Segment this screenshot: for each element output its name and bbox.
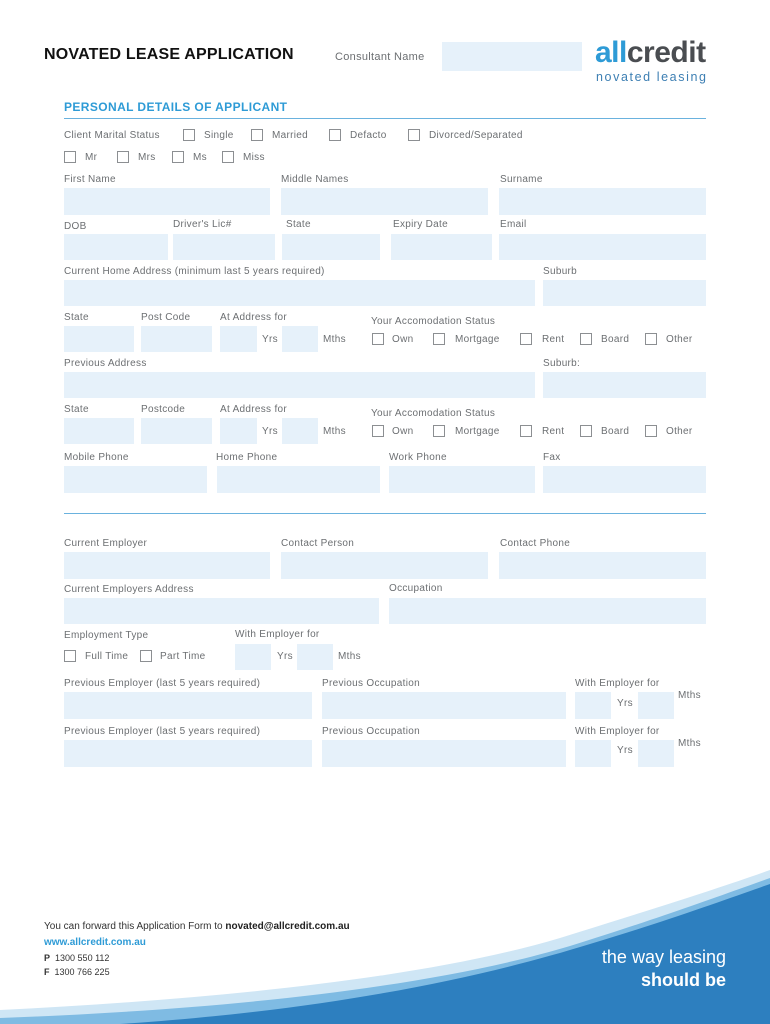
dob-label: DOB [64,221,87,232]
contact-person-label: Contact Person [281,538,355,549]
fax-line [44,967,110,977]
title-mrs-label: Mrs [138,152,156,163]
employer-yrs-label: Yrs [277,651,293,662]
contact-person-field[interactable] [281,552,488,579]
previous-employer-label-2: Previous Employer (last 5 years required) [64,726,261,737]
previous-employer-label-1: Previous Employer (last 5 years required) [64,678,261,689]
employment-type-label: Employment Type [64,630,149,641]
with-employer-label: With Employer for [235,629,320,640]
checkbox-single[interactable] [183,129,195,141]
checkbox-defacto[interactable] [329,129,341,141]
accom-mortgage-label-2: Mortgage [455,426,500,437]
prev-employer-months-field-1[interactable] [638,692,674,719]
middle-names-label: Middle Names [281,174,349,185]
tagline-line1: the way leasing [601,947,726,967]
previous-occupation-label-1: Previous Occupation [322,678,420,689]
forward-text: You can forward this Application Form to [44,921,226,932]
title-miss-label: Miss [243,152,265,163]
title-ms-label: Ms [193,152,207,163]
option-single-label: Single [204,130,234,141]
work-phone-field[interactable] [389,466,535,493]
previous-occupation-label-2: Previous Occupation [322,726,420,737]
contact-phone-field[interactable] [499,552,706,579]
prev-yrs-label-1: Yrs [617,698,633,709]
address-years-field[interactable] [220,326,257,352]
post-code-field[interactable] [141,326,212,352]
prev-employer-years-field-2[interactable] [575,740,611,767]
checkbox-mortgage-2[interactable] [433,425,445,437]
consultant-name-field[interactable] [442,42,582,71]
previous-address-label: Previous Address [64,358,147,369]
drivers-lic-label: Driver's Lic# [173,219,232,230]
state-field[interactable] [282,234,380,260]
previous-occupation-field-1[interactable] [322,692,566,719]
suburb-field[interactable] [543,280,706,306]
form-title: NOVATED LEASE APPLICATION [44,46,294,63]
fax-field[interactable] [543,466,706,493]
fax-label: Fax [543,452,561,463]
mobile-phone-field[interactable] [64,466,207,493]
employer-years-field[interactable] [235,644,271,670]
state-label-3: State [64,404,89,415]
yrs-label-2: Yrs [262,426,278,437]
allcredit-logo [595,36,706,70]
checkbox-rent[interactable] [520,333,532,345]
checkbox-other[interactable] [645,333,657,345]
at-address-label: At Address for [220,312,288,323]
expiry-date-field[interactable] [391,234,492,260]
work-phone-label: Work Phone [389,452,447,463]
prev-employer-months-field-2[interactable] [638,740,674,767]
option-defacto-label: Defacto [350,130,387,141]
prev-yrs-label-2: Yrs [617,745,633,756]
current-address-label: Current Home Address (minimum last 5 years required) [64,266,325,277]
logo-subtitle: novated leasing [596,70,708,84]
mths-label-2: Mths [323,426,346,437]
occupation-label: Occupation [389,583,443,594]
tagline-line2: should be [641,970,726,990]
surname-label: Surname [500,174,543,185]
previous-address-field[interactable] [64,372,535,398]
current-employer-field[interactable] [64,552,270,579]
fax-letter: F [44,967,50,977]
checkbox-mortgage[interactable] [433,333,445,345]
employer-mths-label: Mths [338,651,361,662]
prev-with-employer-label-2: With Employer for [575,726,660,737]
postcode-field[interactable] [141,418,212,444]
section-rule [64,118,706,119]
checkbox-board-2[interactable] [580,425,592,437]
title-mr-label: Mr [85,152,98,163]
checkbox-married[interactable] [251,129,263,141]
first-name-label: First Name [64,174,116,185]
marital-status-label: Client Marital Status [64,130,160,141]
prev-with-employer-label-1: With Employer for [575,678,660,689]
previous-employer-field-1[interactable] [64,692,312,719]
previous-employer-field-2[interactable] [64,740,312,767]
state-field-3[interactable] [64,418,134,444]
logo-part1: all [595,36,627,69]
middle-names-field[interactable] [281,188,488,215]
prev-mths-label-2: Mths [678,738,701,749]
accom-other-label-2: Other [666,426,693,437]
contact-phone-label: Contact Phone [500,538,571,549]
accom-mortgage-label: Mortgage [455,334,500,345]
checkbox-own-2[interactable] [372,425,384,437]
prev-address-months-field[interactable] [282,418,318,444]
accom-rent-label: Rent [542,334,565,345]
accom-other-label: Other [666,334,693,345]
state-label-2: State [64,312,89,323]
forward-instruction [44,921,350,932]
expiry-date-label: Expiry Date [393,219,448,230]
suburb-label: Suburb [543,266,578,277]
checkbox-other-2[interactable] [645,425,657,437]
suburb-prev-field[interactable] [543,372,706,398]
prev-employer-years-field-1[interactable] [575,692,611,719]
home-phone-label: Home Phone [216,452,278,463]
part-time-label: Part Time [160,651,206,662]
current-address-field[interactable] [64,280,535,306]
checkbox-part-time[interactable] [140,650,152,662]
checkbox-own[interactable] [372,333,384,345]
post-code-label: Post Code [141,312,191,323]
option-divorced-label: Divorced/Separated [429,130,523,141]
fax-number: 1300 766 225 [54,967,110,977]
option-married-label: Married [272,130,308,141]
postcode-label: Postcode [141,404,186,415]
checkbox-rent-2[interactable] [520,425,532,437]
accom-status-label-2: Your Accomodation Status [371,408,496,419]
checkbox-ms[interactable] [172,151,184,163]
logo-part2: credit [626,36,706,69]
drivers-lic-field[interactable] [173,234,275,260]
dob-field[interactable] [64,234,168,260]
occupation-field[interactable] [389,598,706,624]
current-employer-label: Current Employer [64,538,148,549]
employer-months-field[interactable] [297,644,333,670]
accom-status-label: Your Accomodation Status [371,316,496,327]
accom-board-label: Board [601,334,630,345]
phone-line [44,953,109,963]
employers-address-label: Current Employers Address [64,584,194,595]
home-phone-field[interactable] [217,466,380,493]
consultant-name-label: Consultant Name [335,51,425,63]
checkbox-board[interactable] [580,333,592,345]
first-name-field[interactable] [64,188,270,215]
mobile-phone-label: Mobile Phone [64,452,129,463]
state-label: State [286,219,311,230]
checkbox-divorced[interactable] [408,129,420,141]
phone-number: 1300 550 112 [55,953,110,963]
phone-letter: P [44,953,51,963]
accom-own-label-2: Own [392,426,414,437]
full-time-label: Full Time [85,651,129,662]
checkbox-mrs[interactable] [117,151,129,163]
state-field-2[interactable] [64,326,134,352]
personal-details-heading: PERSONAL DETAILS OF APPLICANT [64,100,288,114]
checkbox-miss[interactable] [222,151,234,163]
mths-label: Mths [323,334,346,345]
email-field[interactable] [499,234,706,260]
employment-divider [64,513,706,514]
forward-email-link[interactable]: novated@allcredit.com.au [225,921,350,932]
accom-rent-label-2: Rent [542,426,565,437]
previous-occupation-field-2[interactable] [322,740,566,767]
yrs-label: Yrs [262,334,278,345]
prev-address-years-field[interactable] [220,418,257,444]
surname-field[interactable] [499,188,706,215]
accom-own-label: Own [392,334,414,345]
address-months-field[interactable] [282,326,318,352]
checkbox-mr[interactable] [64,151,76,163]
accom-board-label-2: Board [601,426,630,437]
checkbox-full-time[interactable] [64,650,76,662]
at-address-label-2: At Address for [220,404,288,415]
suburb-prev-label: Suburb: [543,358,581,369]
prev-mths-label-1: Mths [678,690,701,701]
website-link[interactable]: www.allcredit.com.au [44,937,146,948]
employers-address-field[interactable] [64,598,379,624]
email-label: Email [500,219,527,230]
